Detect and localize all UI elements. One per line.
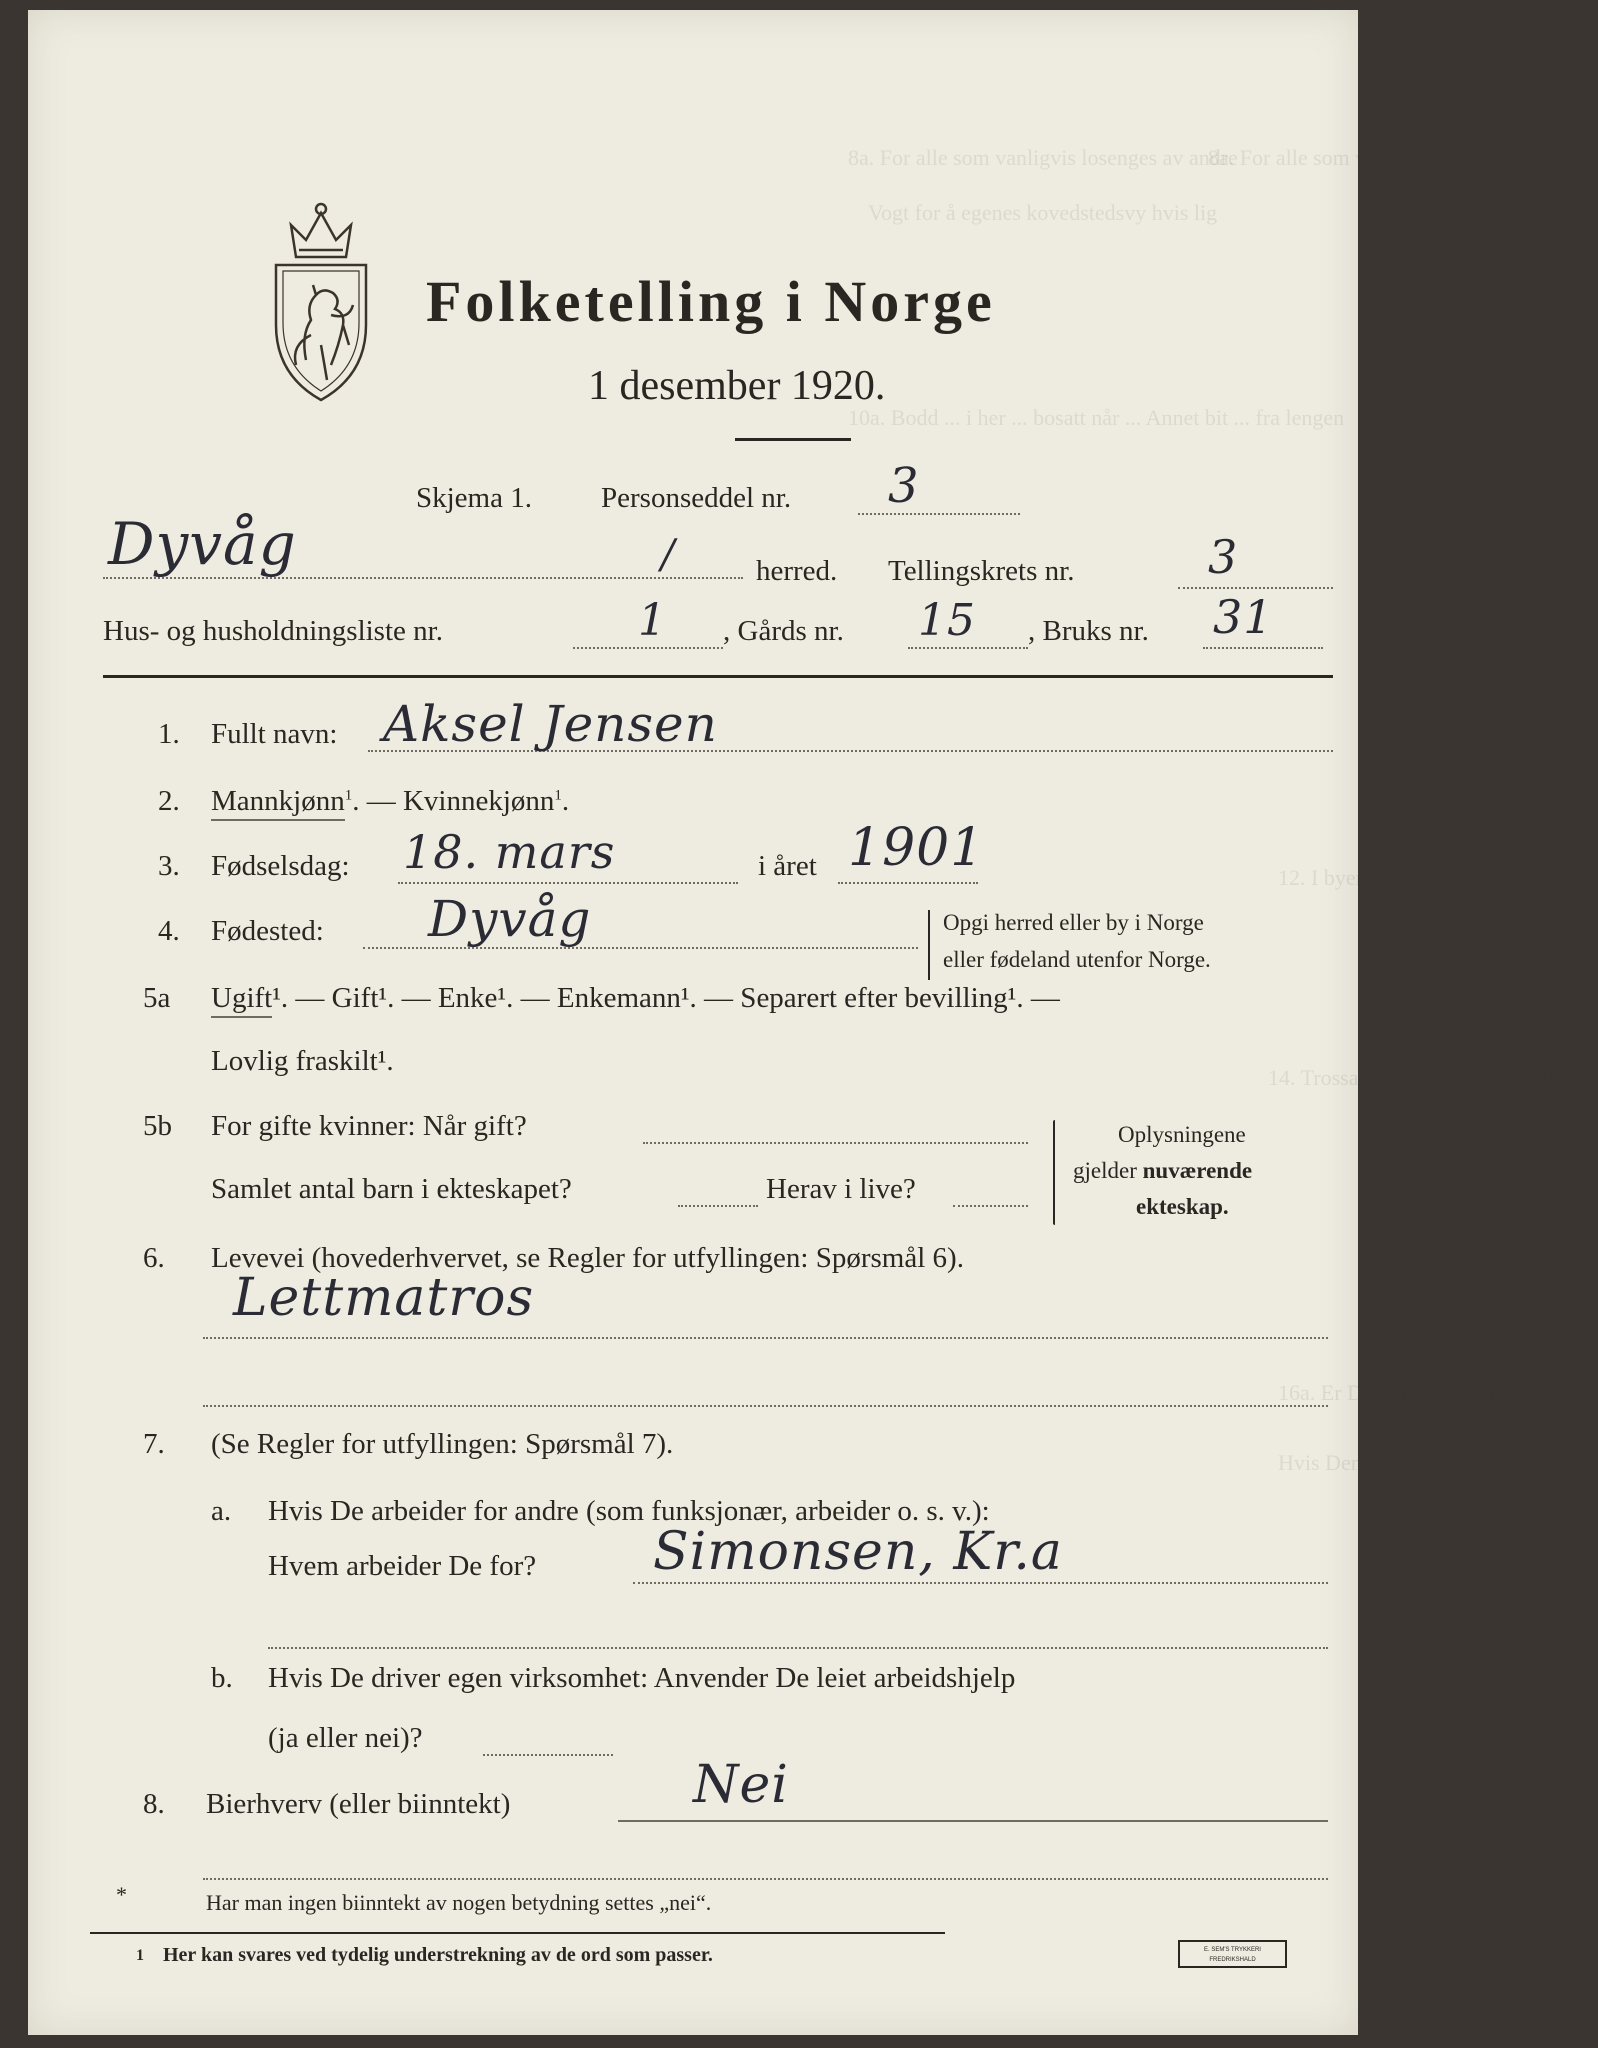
form-title: Folketelling i Norge	[426, 269, 996, 334]
q1-label: Fullt navn:	[211, 718, 338, 750]
bruks-label: , Bruks nr.	[1028, 615, 1149, 647]
q4-birthplace[interactable]: Dyvåg	[428, 890, 592, 948]
q5b-line2a: Samlet antal barn i ekteskapet?	[211, 1173, 572, 1205]
q5b-note-line2	[1073, 1158, 1252, 1184]
q7b-letter: b.	[211, 1662, 233, 1694]
q2-number: 2.	[158, 785, 180, 817]
q5b-married-dots[interactable]	[643, 1142, 1028, 1144]
q3-dots	[398, 882, 738, 884]
q7a-dots-2	[268, 1647, 1328, 1649]
q4-note-line2: eller fødeland utenfor Norge.	[943, 947, 1211, 972]
q5b-note-line1: Oplysningene	[1118, 1122, 1246, 1147]
q2-end: .	[561, 785, 570, 817]
q2-sup: 1	[344, 787, 353, 804]
gards-value[interactable]: 15	[918, 595, 976, 646]
q7a-line1: Hvis De arbeider for andre (som funksjonær, arbeider o. s. v.):	[268, 1495, 990, 1527]
q5b-brace	[1053, 1120, 1055, 1225]
herred-label: herred.	[756, 555, 838, 587]
form-date: 1 desember 1920.	[588, 363, 886, 409]
q3-label: Fødselsdag:	[211, 850, 350, 882]
q7b-line1: Hvis De driver egen virksomhet: Anvender De leiet arbeidshjelp	[268, 1662, 1016, 1694]
q2-female-option[interactable]: Kvinnekjønn	[402, 785, 555, 817]
bleed-text: 8a. For alle som vanligvis losenges av andre	[848, 145, 1238, 170]
tellingskrets-label: Tellingskrets nr.	[888, 555, 1075, 587]
q7b-dots[interactable]	[483, 1754, 613, 1756]
herred-tick: /	[661, 532, 676, 578]
q1-full-name[interactable]: Aksel Jensen	[383, 695, 718, 753]
bleed-text: 12. I byen i land ...	[1278, 865, 1444, 890]
q1-number: 1.	[158, 718, 180, 750]
q4-note-line1: Opgi herred eller by i Norge	[943, 910, 1204, 935]
q5b-note-word: gjelder	[1073, 1158, 1137, 1183]
footer-star: *	[116, 1882, 127, 1907]
husliste-label: Hus- og husholdningsliste nr.	[103, 615, 443, 647]
husliste-value[interactable]: 1	[638, 595, 667, 646]
bleed-text: Vogt for å egenes kovedstedsvy hvis lig	[868, 200, 1218, 225]
bleed-text: 16a. Er De født utenfor Norge ...	[1278, 1380, 1565, 1405]
q8-value[interactable]: Nei	[693, 1755, 789, 1815]
census-form-sheet	[28, 10, 1598, 2035]
q6-number: 6.	[143, 1242, 165, 1274]
coat-of-arms-icon	[261, 195, 381, 405]
bleed-text: Hvis Dem farens borgerskap ...	[1278, 1450, 1552, 1475]
q8-label: Bierhverv (eller biinntekt)	[206, 1788, 511, 1820]
footer-note: Har man ingen biinntekt av nogen betydning settes „nei“.	[206, 1890, 712, 1915]
q4-number: 4.	[158, 915, 180, 947]
personseddel-label: Personseddel nr.	[601, 482, 792, 514]
footnote-text: Her kan svares ved tydelig understrekning av de ord som passer.	[163, 1944, 713, 1966]
q8-dots-2	[203, 1878, 1328, 1880]
q5a-number: 5a	[143, 982, 171, 1014]
q5b-alive-dots[interactable]	[953, 1205, 1028, 1207]
q5b-line1: For gifte kvinner: Når gift?	[211, 1110, 527, 1142]
q2-sup: 1	[554, 787, 562, 804]
q6-occupation[interactable]: Lettmatros	[233, 1268, 535, 1328]
bruks-value[interactable]: 31	[1213, 590, 1274, 644]
q5a-ugift-option[interactable]: Ugift	[211, 982, 272, 1018]
title-divider	[735, 438, 851, 441]
bleed-text: 8a. For alle som vanligvis losenges av andre	[1208, 145, 1598, 170]
q7a-employer[interactable]: Simonsen, Kr.a	[653, 1522, 1063, 1582]
q3-year-dots	[838, 882, 978, 884]
q7-number: 7.	[143, 1428, 165, 1460]
q8-line	[618, 1820, 1328, 1822]
q3-number: 3.	[158, 850, 180, 882]
q3-birth-year[interactable]: 1901	[848, 818, 985, 878]
q3-year-label: i året	[758, 850, 817, 882]
section-divider	[103, 675, 1333, 678]
q5b-note-line3: ekteskap.	[1136, 1194, 1229, 1219]
q6-label: Levevei (hovederhvervet, se Regler for utfyllingen: Spørsmål 6).	[211, 1242, 964, 1274]
q6-dots-1	[203, 1337, 1328, 1339]
q5b-number: 5b	[143, 1110, 172, 1142]
tellingskrets-dots	[1178, 587, 1333, 589]
schema-label: Skjema 1.	[416, 482, 532, 514]
tellingskrets-value[interactable]: 3	[1208, 530, 1239, 584]
q5b-note-bold: nuværende	[1142, 1158, 1253, 1183]
q5b-line2b: Herav i live?	[766, 1173, 916, 1205]
q7a-line2: Hvem arbeider De for?	[268, 1550, 537, 1582]
bruks-dots	[1203, 647, 1323, 649]
footnote-mark: 1	[136, 1947, 144, 1964]
q5a-lovlig-fraskilt[interactable]: Lovlig fraskilt¹.	[211, 1045, 394, 1077]
bleed-text: 14. Trossamfunn: Statskirken eller ...	[1268, 1065, 1594, 1090]
q5a-other-options[interactable]: ¹. — Gift¹. — Enke¹. — Enkemann¹. — Separert efter bevilling¹. —	[272, 982, 1060, 1014]
q3-birthday[interactable]: 18. mars	[403, 825, 616, 879]
printer-line1: E. SEM'S TRYKKERI	[1204, 1947, 1261, 1953]
q8-number: 8.	[143, 1788, 165, 1820]
herred-value[interactable]: Dyvåg	[108, 510, 297, 578]
footnote-divider	[90, 1932, 945, 1934]
bleed-text: 10a. Bodd ... i her ... bosatt når ... Annet bit ... fra lengen	[848, 405, 1345, 430]
q4-brace	[928, 910, 930, 980]
q7b-line2: (ja eller nei)?	[268, 1722, 423, 1754]
q7-label: (Se Regler for utfyllingen: Spørsmål 7).	[211, 1428, 674, 1460]
q2-male-option[interactable]: Mannkjønn	[211, 785, 345, 821]
q2-dash: . —	[352, 785, 396, 817]
q6-dots-2	[203, 1405, 1328, 1407]
personseddel-value[interactable]: 3	[888, 458, 920, 514]
q7a-dots	[633, 1582, 1328, 1584]
printer-line2: FREDRIKSHALD	[1209, 1957, 1256, 1963]
personseddel-dots	[858, 513, 1020, 515]
gards-dots	[908, 647, 1028, 649]
q2-options	[211, 785, 569, 818]
husliste-dots	[573, 647, 723, 649]
gards-label: , Gårds nr.	[723, 615, 844, 647]
q7a-letter: a.	[211, 1495, 232, 1527]
printer-stamp	[1178, 1940, 1287, 1968]
q4-label: Fødested:	[211, 915, 324, 947]
q5b-children-dots[interactable]	[678, 1205, 758, 1207]
q5a-options	[211, 982, 1060, 1015]
